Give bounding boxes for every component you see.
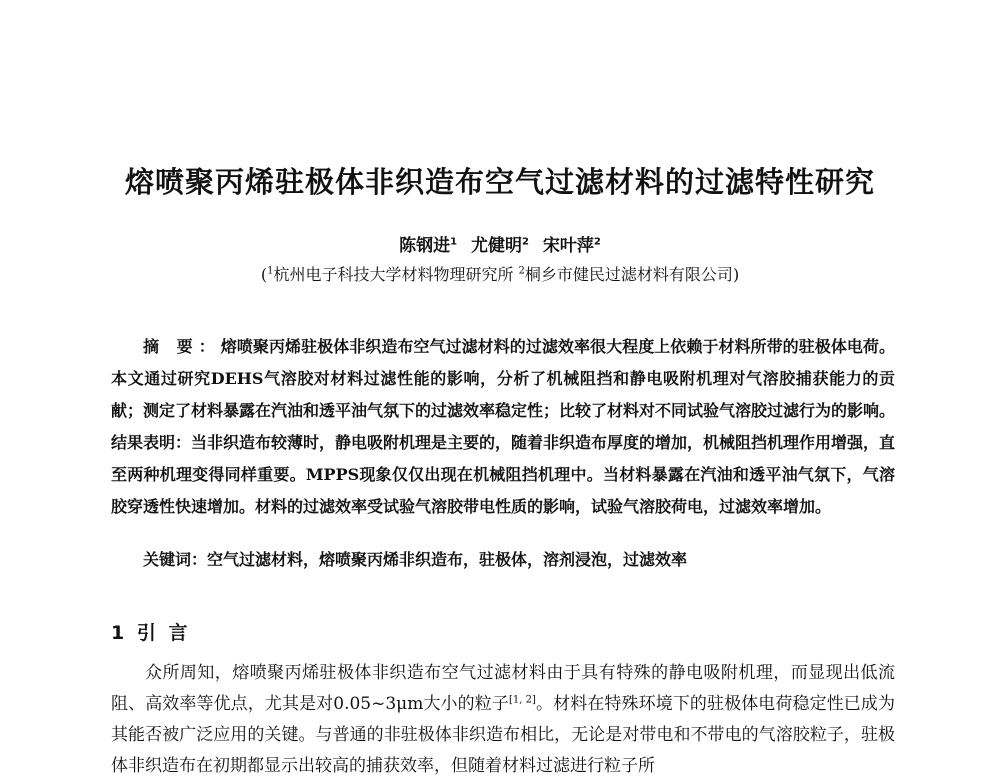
keywords [111,544,895,576]
paragraph-text-part2: 。材料在特殊环境下的驻极体电荷稳定性已成为其能否被广泛应用的关键。与普通的非驻极体非织造布相比，无论是对带电和不带电的气溶胶粒子，驻极体非织造布在初期都显示出较高的捕获效率，但随着材料过滤进行粒子所 [111,694,895,776]
author-1 [399,236,457,256]
author-list [0,231,1000,256]
author-affil-mark: 1 [450,236,458,248]
author-affil-mark: 2 [593,236,601,248]
paragraph-text-part1: 众所周知，熔喷聚丙烯驻极体非织造布空气过滤材料由于具有特殊的静电吸附机理，而显现出低流阻、高效率等优点，尤其是对0.05~3μm大小的粒子 [111,663,895,714]
section-heading-introduction: 1 引 言 [111,622,191,644]
affil-open-paren: ( [260,265,268,284]
abstract-label: 摘 要： [143,337,221,356]
author-3 [543,236,601,256]
keywords-text: 空气过滤材料，熔喷聚丙烯非织造布，驻极体，溶剂浸泡，过滤效率 [207,550,688,569]
affiliations [0,262,1000,285]
abstract-text: 熔喷聚丙烯驻极体非织造布空气过滤材料的过滤效率很大程度上依赖于材料所带的驻极体电荷。本文通过研究DEHS气溶胶对材料过滤性能的影响，分析了机械阻挡和静电吸附机理对气溶胶捕获能力的贡献；测定了材料暴露在汽油和透平油气氛下的过滤效率稳定性；比较了材料对不同试验气溶胶过滤行为的影响。结果表明：当非织造布较薄时，静电吸附机理是主要的，随着非织造布厚度的增加，机械阻挡机理作用增强，直至两种机理变得同样重要。MPPS现象仅仅出现在机械阻挡机理中。当材料暴露在汽油和透平油气氛下，气溶胶穿透性快速增加。材料的过滤效率受试验气溶胶带电性质的影响，试验气溶胶荷电，过滤效率增加。 [111,337,896,516]
author-affil-mark: 2 [522,236,529,248]
affil-close-paren: ) [732,265,740,284]
citation-ref: [1, 2] [508,694,536,706]
introduction-paragraph [111,658,895,782]
keywords-label: 关键词： [143,550,208,569]
affil-mark-1: 1 [267,265,274,277]
affiliation-1: 杭州电子科技大学材料物理研究所 [273,265,514,284]
author-name: 陈钢进 [399,236,451,256]
paper-title: 熔喷聚丙烯驻极体非织造布空气过滤材料的过滤特性研究 [124,165,875,199]
affiliation-2: 桐乡市健民过滤材料有限公司 [524,265,733,284]
author-name: 尤健明 [471,236,523,256]
affil-mark-2: 2 [518,265,525,277]
author-name: 宋叶萍 [542,236,594,256]
author-2 [471,236,529,256]
abstract [111,331,895,523]
